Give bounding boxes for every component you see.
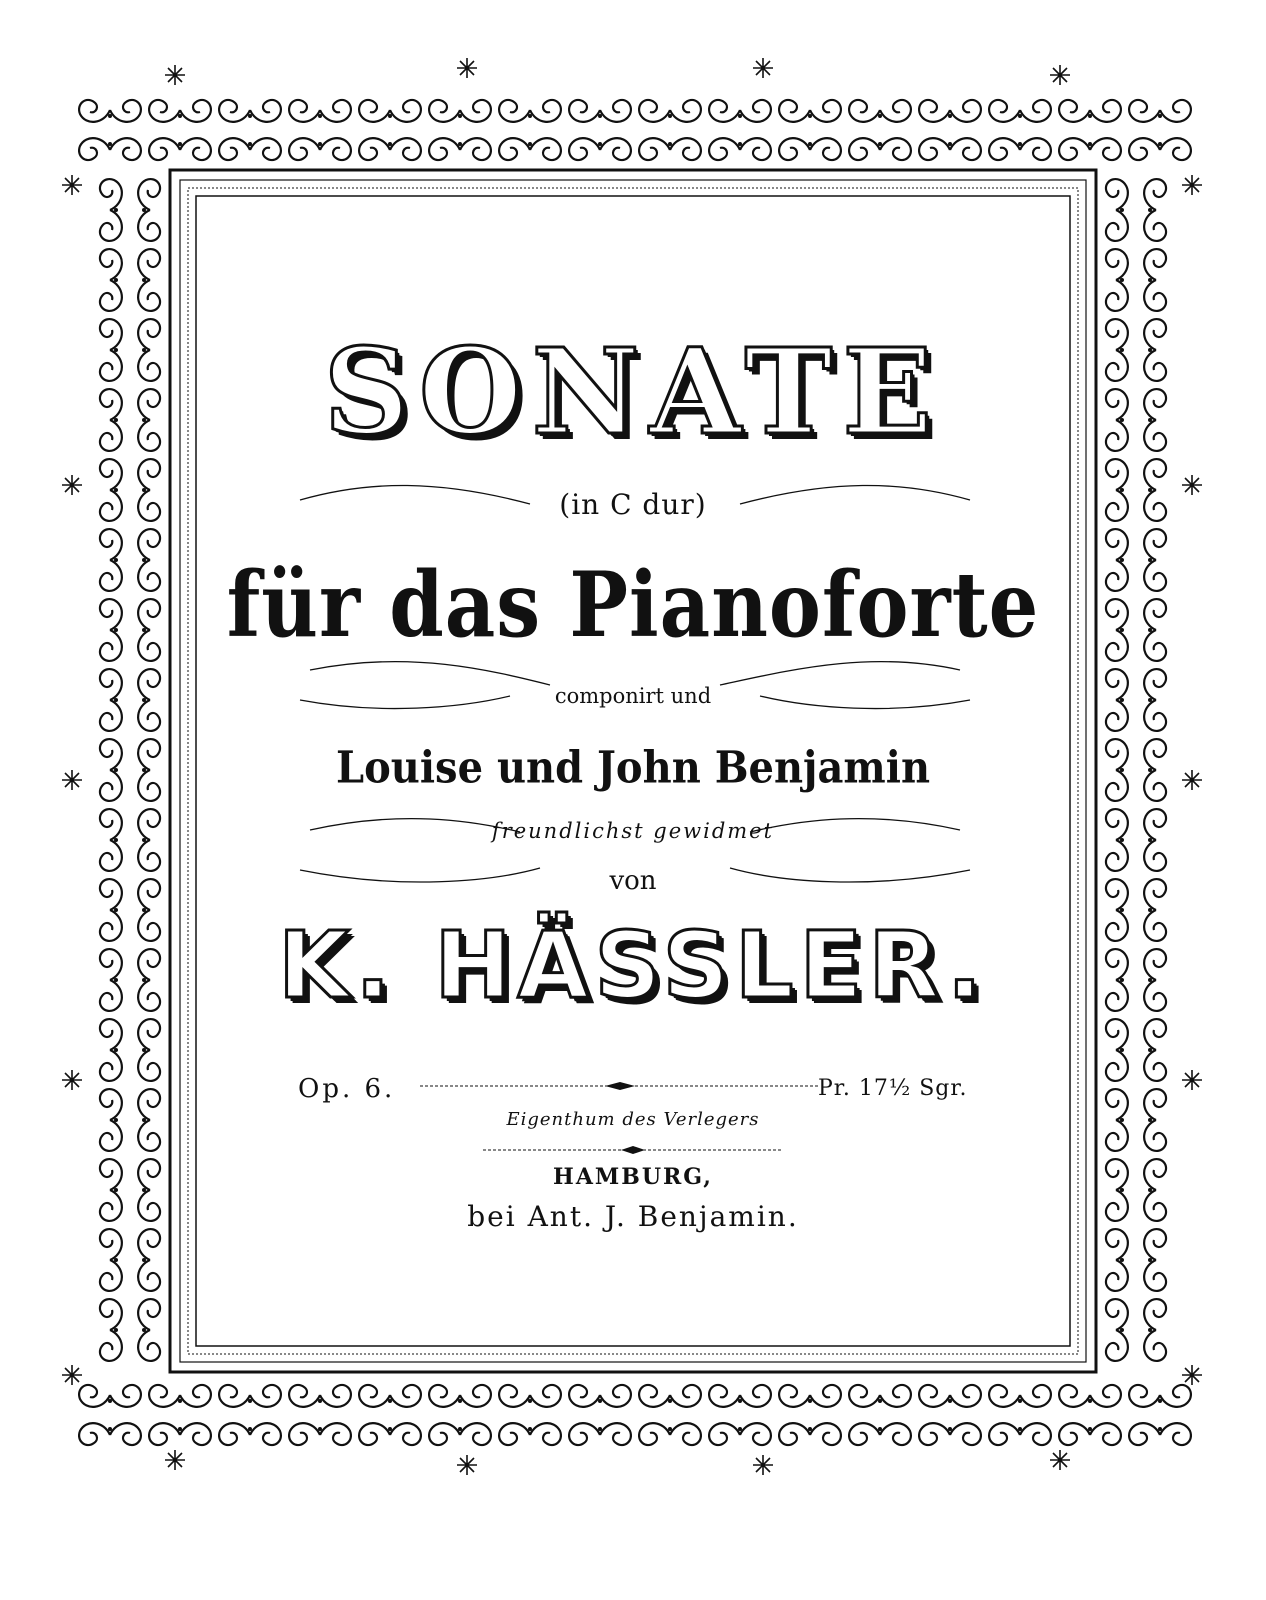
work-title: SONATE xyxy=(323,322,943,461)
flourishes xyxy=(290,470,980,930)
opus-rule xyxy=(420,1080,820,1092)
instrument-line: für das Pianoforte xyxy=(226,553,1040,658)
ownership-note: Eigenthum des Verlegers xyxy=(506,1109,760,1130)
publisher-city: HAMBURG, xyxy=(553,1164,713,1190)
composed-line: componirt und xyxy=(554,684,712,708)
ownership-rule xyxy=(483,1144,783,1156)
dedication-line: freundlichst gewidmet xyxy=(491,819,775,843)
work-key: (in C dur) xyxy=(559,488,707,521)
composer-name: K. HÄSSLER. xyxy=(278,912,988,1019)
dedicatees: Louise und John Benjamin xyxy=(335,741,931,794)
price: Pr. 17½ Sgr. xyxy=(818,1076,968,1101)
opus-number: Op. 6. xyxy=(298,1074,396,1104)
publisher-name: bei Ant. J. Benjamin. xyxy=(467,1200,799,1233)
by-line: von xyxy=(609,866,657,896)
